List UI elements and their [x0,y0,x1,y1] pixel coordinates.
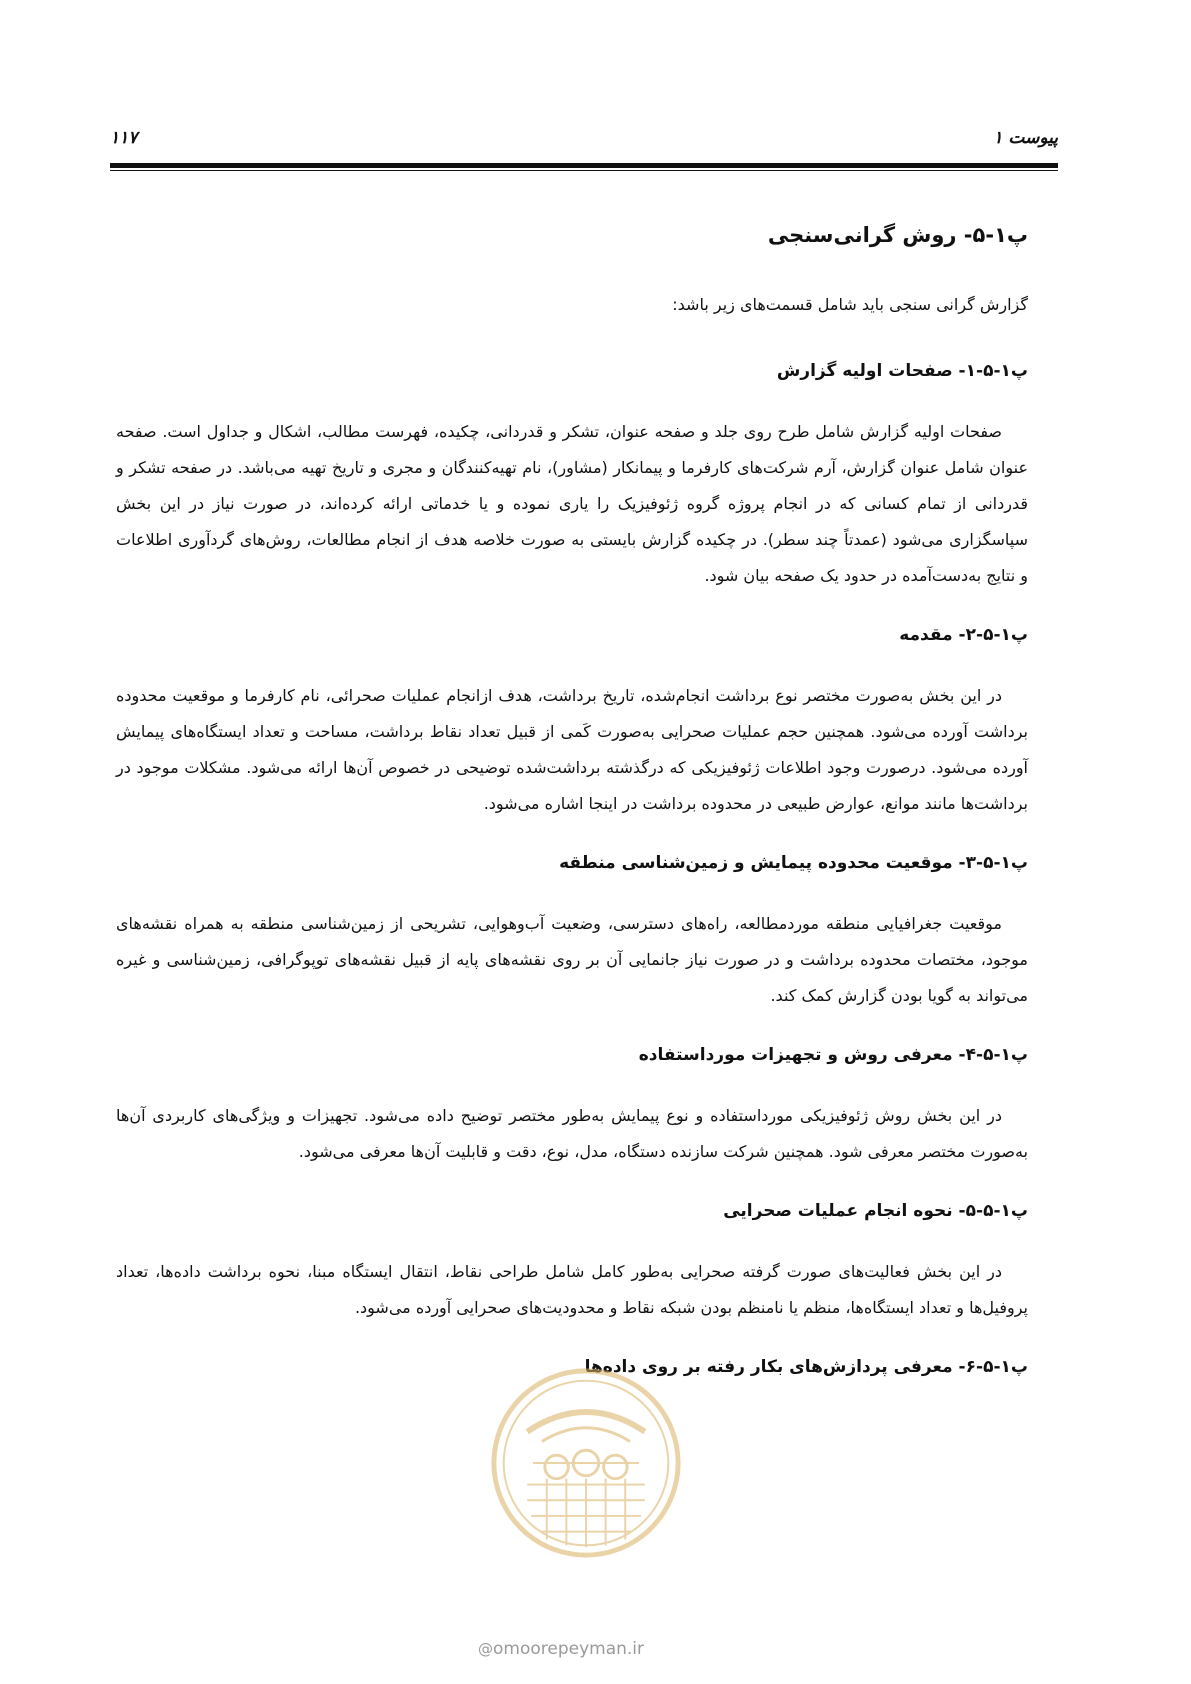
section-heading-2: پ۱-۵-۲- مقدمه [899,625,1028,645]
section-heading-5: پ۱-۵-۵- نحوه انجام عملیات صحرایی [723,1201,1028,1221]
section-heading-3: پ۱-۵-۳- موقعیت محدوده پیمایش و زمین‌شناسی منطقه [559,853,1028,873]
section-body-5 [116,1254,1028,1326]
section-heading-6: پ۱-۵-۶- معرفی پردازش‌های بکار رفته بر روی داده‌ها [584,1357,1028,1377]
header-rule-thin [110,170,1058,171]
seal-watermark-icon [488,1365,684,1561]
running-header-section: پیوست ۱ [993,128,1058,148]
section-body-4 [116,1098,1028,1170]
section-paragraph-2: در این بخش به‌صورت مختصر نوع برداشت انجام‌شده، تاریخ برداشت، هدف ازانجام عملیات صحرائی، نام کارفرما و موقعیت محدوده برداشت آورده می‌شود. همچنین حجم عملیات صحرایی به‌صورت کَمی از قبیل تعداد نقاط برداشت، مساحت و تعداد ایستگاه‌های پیمایش آورده می‌شود. درصورت وجود اطلاعات ژئوفیزیکی که درگذشته برداشت‌شده توضیحی در خصوص آن‌ها ارائه می‌شود. مشکلات موجود در برداشت‌ها مانند موانع، عوارض طبیعی در محدوده برداشت در اینجا اشاره می‌شود. [116,686,1028,813]
section-heading-4: پ۱-۵-۴- معرفی روش و تجهیزات مورداستفاده [638,1045,1028,1065]
intro-text: گزارش گرانی سنجی باید شامل قسمت‌های زیر باشد: [672,295,1028,314]
at-symbol: @ [478,1640,493,1658]
main-heading: پ۱-۵- روش گرانی‌سنجی [767,223,1028,247]
page-header [110,128,1058,148]
header-rule-thick [110,163,1058,168]
page-number: ۱۱۷ [110,128,138,148]
section-paragraph-3: موقعیت جغرافیایی منطقه موردمطالعه، راه‌های دسترسی، وضعیت آب‌وهوایی، تشریحی از زمین‌شناسی منطقه به همراه نقشه‌های موجود، مختصات محدوده برداشت و در صورت نیاز جانمایی آن بر روی نقشه‌های پایه از قبیل نقشه‌های توپوگرافی، زمین‌شناسی و غیره می‌تواند به گویا بودن گزارش کمک کند. [116,914,1028,1005]
section-paragraph-1: صفحات اولیه گزارش شامل طرح روی جلد و صفحه عنوان، تشکر و قدردانی، چکیده، فهرست مطالب، اشکال و جداول است. صفحه عنوان شامل عنوان گزارش، آرم شرکت‌های کارفرما و پیمانکار (مشاور)، نام تهیه‌کنندگان و مجری و تاریخ تهیه می‌باشد. در صفحه تشکر و قدردانی از تمام کسانی که در انجام پروژه گروه ژئوفیزیک را یاری نموده و یا خدماتی ارائه کرده‌اند، در صورت نیاز در این بخش سپاسگزاری می‌شود (عمدتاً چند سطر). در چکیده گزارش بایستی به صورت خلاصه هدف از انجام مطالعات، روش‌های گردآوری اطلاعات و نتایج به‌دست‌آمده در حدود یک صفحه بیان شود. [116,422,1028,585]
section-heading-1: پ۱-۵-۱- صفحات اولیه گزارش [776,361,1028,381]
section-body-1 [116,414,1028,594]
section-body-2 [116,678,1028,822]
page-body [116,220,1028,1410]
section-body-3 [116,906,1028,1014]
section-paragraph-5: در این بخش فعالیت‌های صورت گرفته صحرایی به‌طور کامل شامل طراحی نقاط، انتقال ایستگاه مبنا، نحوه برداشت داده‌ها، تعداد پروفیل‌ها و تعداد ایستگاه‌ها، منظم یا نامنظم بودن شبکه نقاط و محدودیت‌های صحرایی آورده می‌شود. [116,1262,1028,1317]
section-paragraph-4: در این بخش روش ژئوفیزیکی مورداستفاده و نوع پیمایش به‌طور مختصر توضیح داده می‌شود. تجهیزات و ویژگی‌های کاربردی آن‌ها به‌صورت مختصر معرفی شود. همچنین شرکت سازنده دستگاه، مدل، نوع، دقت و قابلیت آن‌ها معرفی می‌شود. [116,1106,1028,1161]
site-watermark [478,1639,644,1659]
watermark-site: omoorepeyman.ir [493,1639,645,1659]
